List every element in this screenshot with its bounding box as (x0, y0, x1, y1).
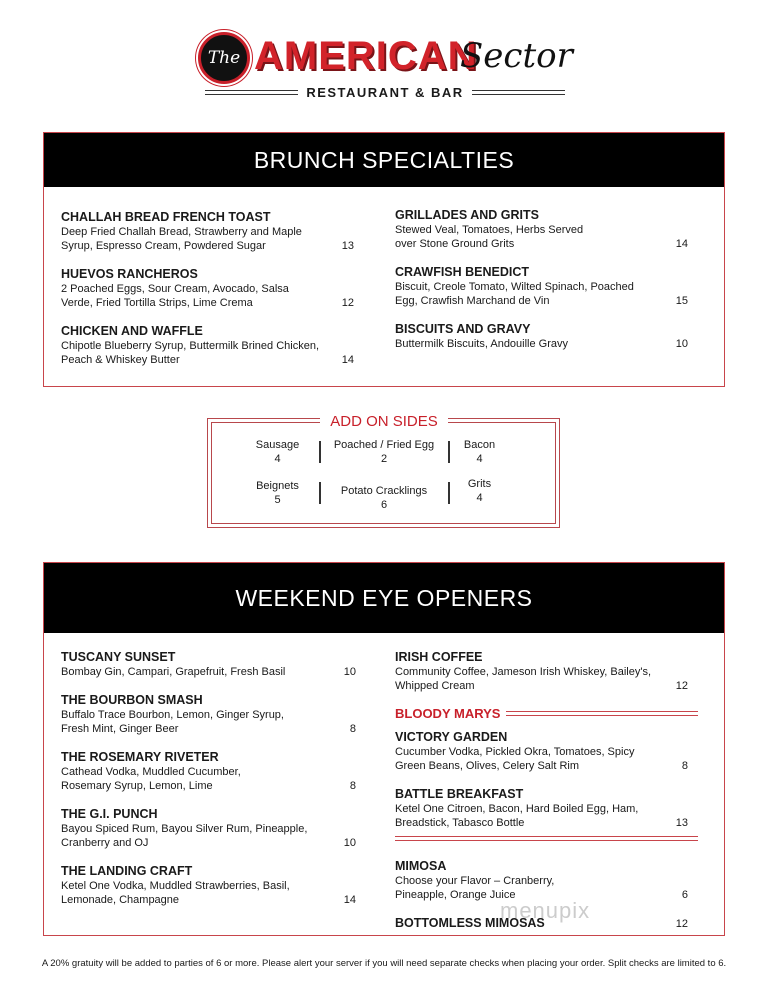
item-name: GRILLADES AND GRITS (395, 208, 539, 222)
divider (319, 482, 321, 504)
item-price: 6 (681, 889, 688, 901)
side-name: Potato Cracklings (340, 485, 428, 497)
item-name: CHICKEN AND WAFFLE (61, 324, 203, 338)
weekend-left-column (61, 649, 356, 920)
item-desc: Cathead Vodka, Muddled Cucumber, Rosemary Syrup, Lemon, Lime (61, 766, 241, 792)
menu-item (395, 786, 688, 830)
brunch-header: BRUNCH SPECIALTIES (44, 133, 724, 187)
side-price: 4 (476, 453, 483, 465)
item-price: 12 (341, 297, 354, 309)
menu-item (61, 266, 354, 310)
item-name: BISCUITS AND GRAVY (395, 322, 531, 336)
item-name: THE BOURBON SMASH (61, 693, 203, 707)
item-desc: Choose your Flavor – Cranberry, Pineapple, Orange Juice (395, 875, 555, 901)
item-price: 15 (675, 295, 688, 307)
item-desc: Stewed Veal, Tomatoes, Herbs Served over Stone Ground Grits (395, 224, 584, 250)
logo-the-badge (198, 32, 250, 84)
divider (506, 711, 698, 716)
item-desc: Community Coffee, Jameson Irish Whiskey, Bailey's, Whipped Cream (395, 666, 652, 692)
divider (448, 441, 450, 463)
item-name: IRISH COFFEE (395, 650, 483, 664)
menu-item (61, 806, 356, 850)
weekend-header: WEEKEND EYE OPENERS (44, 563, 724, 633)
item-desc: Bayou Spiced Rum, Bayou Silver Rum, Pineapple, Cranberry and OJ (61, 823, 308, 849)
side-name: Poached / Fried Egg (333, 439, 435, 451)
menu-item (61, 692, 356, 736)
item-desc: Biscuit, Creole Tomato, Wilted Spinach, Poached Egg, Crawfish Marchand de Vin (395, 281, 634, 307)
watermark: menupix (500, 898, 591, 923)
item-name: THE LANDING CRAFT (61, 864, 193, 878)
menu-item (395, 729, 688, 773)
divider (319, 441, 321, 463)
item-price: 14 (675, 238, 688, 250)
divider (205, 90, 298, 95)
divider (395, 836, 698, 841)
item-desc: 2 Poached Eggs, Sour Cream, Avocado, Salsa Verde, Fried Tortilla Strips, Lime Crema (61, 283, 289, 309)
subtitle-text: RESTAURANT & BAR (306, 85, 464, 100)
item-price: 10 (343, 837, 356, 849)
item-name: CHALLAH BREAD FRENCH TOAST (61, 210, 271, 224)
item-desc: Buttermilk Biscuits, Andouille Gravy (395, 338, 569, 350)
menu-item (395, 858, 688, 902)
item-name: BATTLE BREAKFAST (395, 787, 524, 801)
side-price: 5 (274, 494, 281, 506)
menu-item (395, 264, 688, 308)
menu-item (61, 209, 354, 253)
item-desc: Buffalo Trace Bourbon, Lemon, Ginger Syrup, Fresh Mint, Ginger Beer (61, 709, 284, 735)
side-name: Bacon (463, 439, 496, 451)
menu-item (61, 323, 354, 367)
menu-item (61, 863, 356, 907)
bloody-marys-title: BLOODY MARYS (395, 706, 501, 721)
side-price: 6 (380, 499, 388, 511)
brunch-section (43, 132, 725, 387)
divider (448, 482, 450, 504)
logo-subtitle (205, 85, 565, 100)
side-name: Sausage (255, 439, 300, 451)
item-desc: Chipotle Blueberry Syrup, Buttermilk Brined Chicken, Peach & Whiskey Butter (61, 340, 320, 366)
logo-sector: Sector (460, 36, 573, 76)
menu-item (61, 649, 356, 679)
side-item (452, 477, 507, 505)
weekend-section (43, 562, 725, 936)
item-desc: Bombay Gin, Campari, Grapefruit, Fresh Basil (61, 666, 286, 678)
brunch-right-column (395, 207, 688, 364)
side-item (452, 438, 507, 466)
item-price: 8 (349, 780, 356, 792)
item-desc: Ketel One Citroen, Bacon, Hard Boiled Egg, Ham, Breadstick, Tabasco Bottle (395, 803, 639, 829)
item-price: 12 (675, 918, 688, 930)
side-item (324, 484, 444, 512)
gratuity-note: A 20% gratuity will be added to parties of 6 or more. Please alert your server if you will need separate checks when placing your order. Split checks are limited to 6. (41, 958, 727, 969)
item-price: 10 (675, 338, 688, 350)
item-name: CRAWFISH BENEDICT (395, 265, 530, 279)
bloody-marys-heading (395, 706, 698, 721)
logo-the-text: The (207, 48, 241, 68)
item-price: 14 (343, 894, 356, 906)
side-name: Grits (467, 478, 492, 490)
item-desc: Ketel One Vodka, Muddled Strawberries, Basil, Lemonade, Champagne (61, 880, 290, 906)
item-price: 12 (675, 680, 688, 692)
item-name: THE ROSEMARY RIVETER (61, 750, 219, 764)
item-price: 8 (681, 760, 688, 772)
menu-item (395, 649, 688, 693)
item-name: HUEVOS RANCHEROS (61, 267, 198, 281)
item-name: THE G.I. PUNCH (61, 807, 158, 821)
side-price: 4 (274, 453, 281, 465)
menu-item (395, 321, 688, 351)
item-name: MIMOSA (395, 859, 447, 873)
item-price: 14 (341, 354, 354, 366)
item-price: 13 (341, 240, 354, 252)
side-item (324, 438, 444, 466)
side-name: Beignets (256, 480, 299, 492)
item-name: BOTTOMLESS MIMOSAS (395, 916, 545, 930)
side-price: 4 (476, 492, 483, 504)
menu-item (395, 207, 688, 251)
item-name: TUSCANY SUNSET (61, 650, 176, 664)
menu-item (61, 749, 356, 793)
side-item (240, 438, 315, 466)
logo-american: AMERICAN (254, 34, 478, 78)
side-item (240, 479, 315, 507)
brunch-left-column (61, 209, 354, 380)
side-price: 2 (380, 453, 388, 465)
item-desc: Deep Fried Challah Bread, Strawberry and Maple Syrup, Espresso Cream, Powdered Sugar (61, 226, 302, 252)
item-price: 13 (675, 817, 688, 829)
sides-title: ADD ON SIDES (320, 413, 448, 430)
item-price: 10 (343, 666, 356, 678)
item-desc: Cucumber Vodka, Pickled Okra, Tomatoes, Spicy Green Beans, Olives, Celery Salt Rim (395, 746, 635, 772)
item-price: 8 (349, 723, 356, 735)
item-name: VICTORY GARDEN (395, 730, 508, 744)
divider (472, 90, 565, 95)
